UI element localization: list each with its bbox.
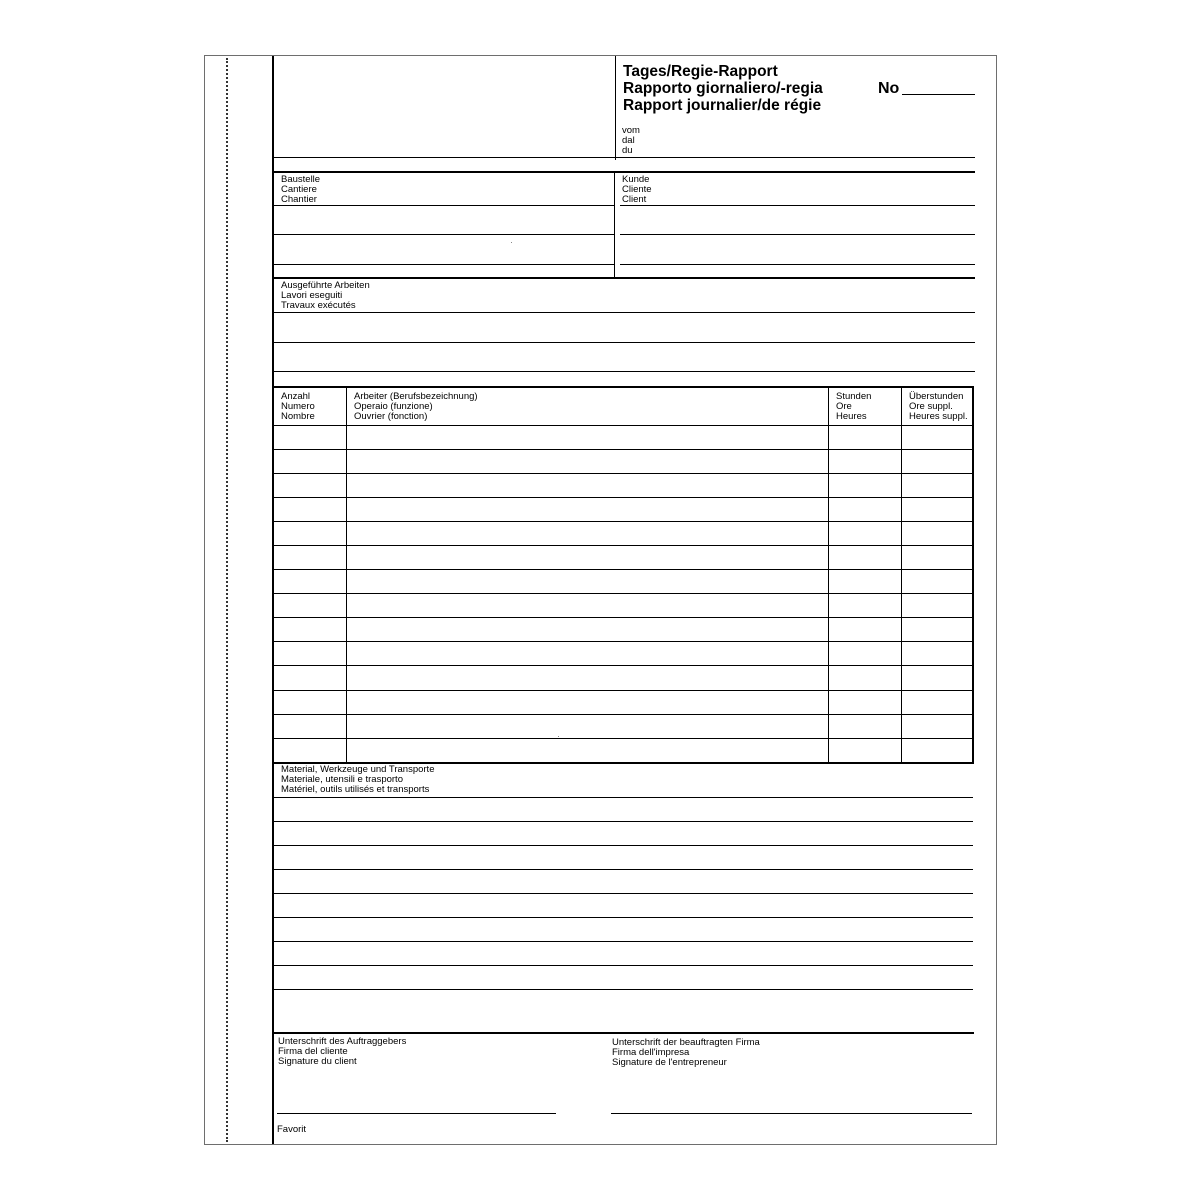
site-line[interactable] [274, 264, 614, 265]
site-label: Baustelle Cantiere Chantier [281, 174, 321, 205]
material-line[interactable] [274, 869, 973, 870]
col-header-worker: Arbeiter (Berufsbezeichnung) Operaio (funzione) Ouvrier (fonction) [354, 391, 478, 422]
material-section-bottom [274, 1032, 974, 1034]
site-section-bottom [274, 277, 975, 279]
workers-table-col-divider [901, 387, 902, 763]
client-label: Kunde Cliente Client [622, 174, 652, 205]
signature-client-label: Unterschrift des Auftraggebers Firma del cliente Signature du client [278, 1036, 407, 1067]
title-it: Rapporto giornaliero/-regia [623, 80, 823, 97]
work-line[interactable] [274, 342, 975, 343]
table-row-line[interactable] [274, 593, 973, 594]
table-row-line[interactable] [274, 641, 973, 642]
material-line[interactable] [274, 965, 973, 966]
material-line[interactable] [274, 989, 973, 990]
table-row-line[interactable] [274, 449, 973, 450]
material-line[interactable] [274, 917, 973, 918]
col-header-hours: Stunden Ore Heures [836, 391, 872, 422]
material-line[interactable] [274, 893, 973, 894]
perforation-line [226, 58, 228, 1142]
material-label: Material, Werkzeuge und Transporte Materiale, utensili e trasporto Matériel, outils utilisés et transports [281, 764, 435, 795]
report-number-label: No [878, 80, 900, 97]
report-number-field[interactable] [902, 94, 975, 95]
form-sheet [204, 55, 997, 1145]
date-label: vom dal du [622, 125, 640, 156]
table-row-line[interactable] [274, 617, 973, 618]
header-separator [274, 171, 975, 173]
material-line[interactable] [274, 821, 973, 822]
signature-company-line[interactable] [611, 1113, 972, 1114]
site-client-divider [614, 172, 615, 278]
col-header-overtime: Überstunden Ore suppl. Heures suppl. [909, 391, 968, 422]
signature-client-line[interactable] [277, 1113, 556, 1114]
table-row-line[interactable] [274, 521, 973, 522]
table-row-line[interactable] [274, 425, 973, 426]
table-row-line[interactable] [274, 714, 973, 715]
material-line[interactable] [274, 797, 973, 798]
title-fr: Rapport journalier/de régie [623, 97, 822, 114]
table-row-line[interactable] [274, 569, 973, 570]
workers-table-col-divider [346, 387, 347, 763]
table-row-line[interactable] [274, 473, 973, 474]
site-line[interactable] [274, 205, 614, 206]
workers-table-col-divider [828, 387, 829, 763]
work-line[interactable] [274, 312, 975, 313]
col-header-count: Anzahl Numero Nombre [281, 391, 315, 422]
work-line[interactable] [274, 371, 975, 372]
report-title [623, 63, 823, 114]
table-row-line[interactable] [274, 690, 973, 691]
workers-table-top [274, 386, 974, 388]
table-row-line[interactable] [274, 545, 973, 546]
client-line[interactable] [620, 205, 975, 206]
workers-table-right-border [972, 387, 974, 763]
work-label: Ausgeführte Arbeiten Lavori eseguiti Travaux exécutés [281, 280, 370, 311]
site-line[interactable] [274, 234, 614, 235]
brand-favorit: Favorit [277, 1124, 307, 1135]
header-bottom-line-left [274, 157, 615, 158]
form-left-border [272, 56, 274, 1144]
table-row-line[interactable] [274, 665, 973, 666]
signature-company-label: Unterschrift der beauftragten Firma Firma dell'impresa Signature de l'entrepreneur [612, 1037, 760, 1068]
header-divider [615, 56, 616, 160]
table-row-line[interactable] [274, 497, 973, 498]
client-line[interactable] [620, 264, 975, 265]
date-field[interactable] [616, 157, 975, 158]
material-line[interactable] [274, 845, 973, 846]
title-de: Tages/Regie-Rapport [623, 63, 778, 80]
material-line[interactable] [274, 941, 973, 942]
table-row-line[interactable] [274, 738, 973, 739]
client-line[interactable] [620, 234, 975, 235]
